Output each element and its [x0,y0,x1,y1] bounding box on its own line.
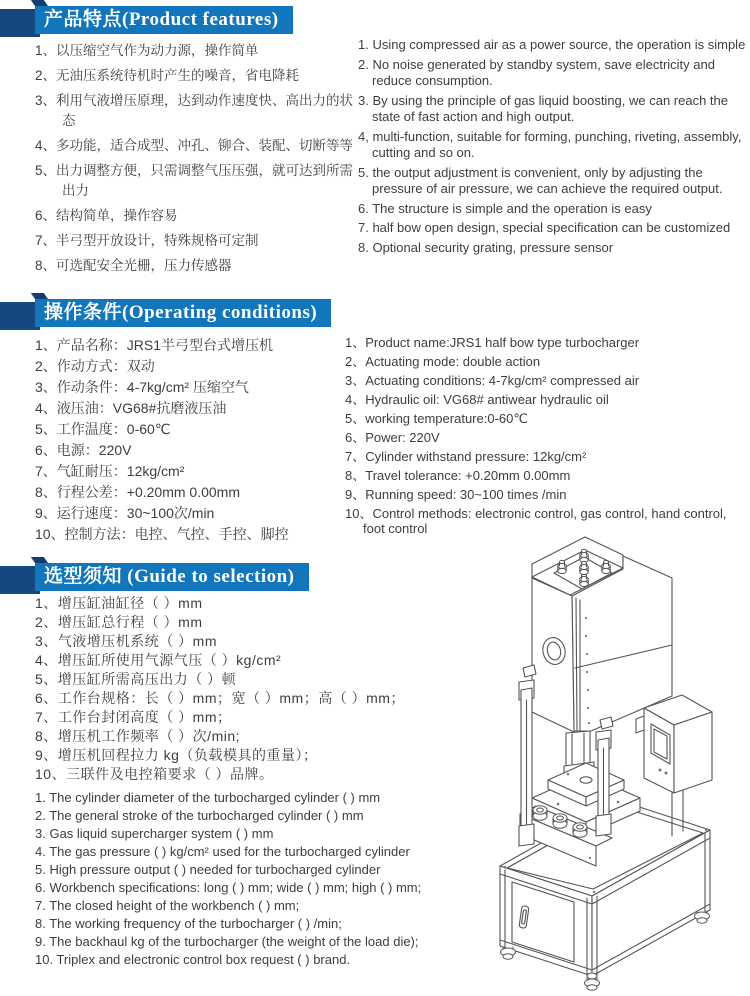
list-item: 4、多功能，适合成型、冲孔、铆合、装配、切断等等 [35,138,354,153]
list-item: 2、无油压系统待机时产生的噪音，省电降耗 [35,68,300,83]
list-item: 1、以压缩空气作为动力源，操作简单 [35,43,259,58]
selection-guide-list-en [35,791,515,971]
control-box [636,695,712,793]
list-item: 6、电源：220V [35,442,132,458]
product-features-list-en [358,37,748,259]
section-header [0,293,750,333]
list-item: 10、Control methods: electronic control, gas control, hand control, foot control [345,506,727,536]
list-item: 7. The closed height of the workbench ( ) mm; [35,898,300,913]
list-item: 7、半弓型开放设计，特殊规格可定制 [35,233,259,248]
list-item: 1、Product name:JRS1 half bow type turbocharger [345,335,640,350]
banner-accent-block [0,9,40,37]
list-item: 5、出力调整方便，只需调整气压压强，就可达到所需出力 [35,163,354,198]
list-item: 6. Workbench specifications: long ( ) mm; wide ( ) mm; high ( ) mm; [35,880,422,895]
list-item: 9. The backhaul kg of the turbocharger (the weight of the load die); [35,934,419,949]
list-item: 3、利用气液增压原理，达到动作速度快、高出力的状态 [35,93,354,128]
list-item: 5、working temperature:0-60℃ [345,411,528,426]
list-item: 1、增压缸油缸径（ ）mm [35,595,203,611]
list-item: 9、运行速度：30~100次/min [35,505,215,521]
list-item: 8、增压机工作频率（ ）次/min; [35,728,241,744]
list-item: 7、气缸耐压：12kg/cm² [35,463,185,479]
cabinet-foot [585,978,600,990]
list-item: 2、作动方式：双动 [35,358,155,374]
list-item: 2、Actuating mode: double action [345,354,541,369]
banner-fold [31,0,48,6]
list-item: 8. Optional security grating, pressure sensor [358,239,614,255]
list-item: 9、增压机回程拉力 kg（负载模具的重量）； [35,747,318,763]
list-item: 4. The gas pressure ( ) kg/cm² used for the turbocharged cylinder [35,844,410,859]
operating-conditions-list-en [345,335,747,540]
selection-guide-list-cn [35,596,505,786]
section-title: 操作条件(Operating conditions) [44,302,318,323]
list-item: 8、Travel tolerance: +0.20mm 0.00mm [345,468,571,483]
machine-line-drawing [468,518,750,996]
section-title: 产品特点(Product features) [44,9,279,30]
list-item: 10、控制方法：电控、气控、手控、脚控 [35,526,289,542]
section-header [0,0,750,40]
banner-fold [31,293,48,299]
list-item: 6. The structure is simple and the operation is easy [358,200,652,216]
banner-accent-block [0,302,40,330]
banner-accent-block [0,566,40,594]
list-item: 1. The cylinder diameter of the turbocharged cylinder ( ) mm [35,790,381,805]
section-title-banner [35,563,309,591]
list-item: 3、Actuating conditions: 4-7kg/cm² compressed air [345,373,640,388]
knob [533,806,547,821]
list-item: 3、作动条件：4-7kg/cm² 压缩空气 [35,379,249,395]
list-item: 5. the output adjustment is convenient, only by adjusting the pressure of air pressure, we can achieve the required output. [358,164,723,196]
list-item: 7、Cylinder withstand pressure: 12kg/cm² [345,449,587,464]
press-machine-isometric-svg [468,518,750,996]
section-title-banner [35,299,331,327]
banner-fold [31,557,48,563]
list-item: 8、行程公差：+0.20mm 0.00mm [35,484,240,500]
section-title-banner [35,6,293,34]
list-item: 1、产品名称：JRS1半弓型台式增压机 [35,337,274,353]
list-item: 3、气液增压机系统（ ）mm [35,633,217,649]
section-product-features [0,0,750,273]
cabinet-foot [695,911,710,923]
section-title: 选型须知 (Guide to selection) [44,566,295,587]
list-item: 4、增压缸所使用气源气压（ ）kg/cm² [35,652,282,668]
list-item: 2. The general stroke of the turbocharged cylinder ( ) mm [35,808,364,823]
list-item: 2、增压缸总行程（ ）mm [35,614,203,630]
list-item: 6、结构简单，操作容易 [35,208,178,223]
list-item: 10. Triplex and electronic control box request ( ) brand. [35,952,351,967]
list-item: 1. Using compressed air as a power source, the operation is simple [358,37,746,52]
knob [573,823,587,838]
list-item: 5. High pressure output ( ) needed for turbocharged cylinder [35,862,381,877]
operating-conditions-list-cn [35,337,350,547]
list-item: 7、工作台封闭高度（ ）mm； [35,709,232,725]
product-features-list-cn [35,41,357,281]
list-item: 5、增压缸所需高压出力（ ）顿 [35,671,237,687]
list-item: 9、Running speed: 30~100 times /min [345,487,567,502]
list-item: 10、三联件及电控箱要求（ ）品牌。 [35,766,274,782]
cabinet-foot [501,947,516,959]
list-item: 7. half bow open design, special specification can be customized [358,220,731,235]
list-item: 6、Power: 220V [345,430,440,445]
knob [553,814,567,829]
list-item: 4、液压油：VG68#抗磨液压油 [35,400,227,416]
list-item: 3. Gas liquid supercharger system ( ) mm [35,826,274,841]
list-item: 4, multi-function, suitable for forming, punching, riveting, assembly, cutting and so on. [358,128,742,160]
list-item: 2. No noise generated by standby system, save electricity and reduce consumption. [358,56,715,88]
list-item: 8. The working frequency of the turbocharger ( ) /min; [35,916,342,931]
list-item: 6、工作台规格：长（ ）mm；宽（ ）mm；高（ ）mm； [35,690,405,706]
list-item: 5、工作温度：0-60℃ [35,421,171,437]
section-operating-conditions [0,293,750,542]
list-item: 8、可选配安全光栅，压力传感器 [35,258,232,273]
list-item: 3. By using the principle of gas liquid boosting, we can reach the state of fast action and high output. [358,92,729,124]
list-item: 4、Hydraulic oil: VG68# antiwear hydraulic oil [345,392,609,407]
